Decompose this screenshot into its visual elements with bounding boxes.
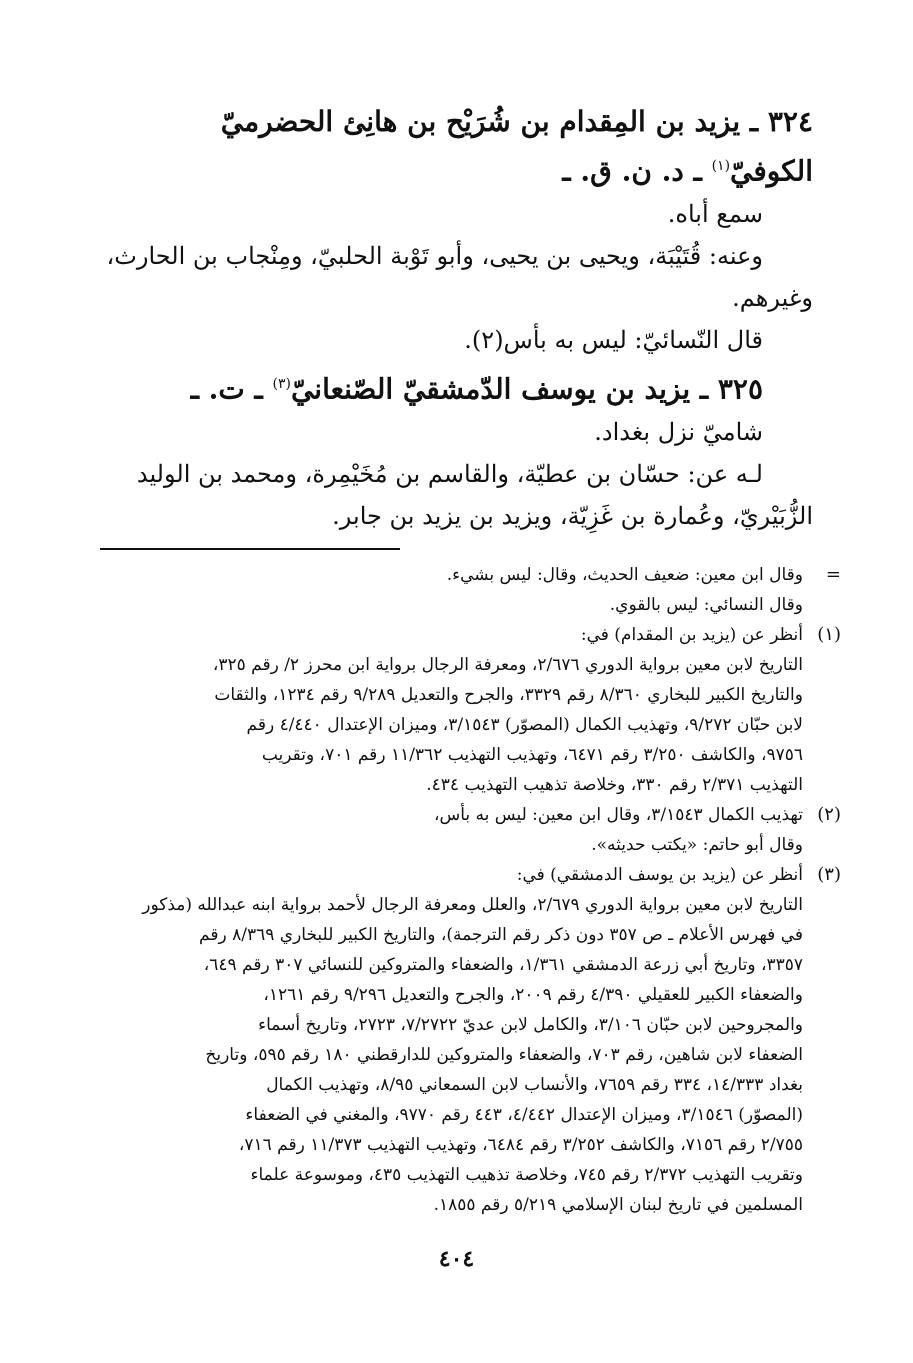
footnote-continuation — [105, 560, 841, 620]
footnote-3 — [105, 860, 841, 1220]
entry-325-line-3: الزُّبَيْريّ، وعُمارة بن غَزِيّة، ويزيد بن يزيد بن جابر. — [332, 502, 813, 531]
footnote-line: التهذيب ٢/٣٧١ رقم ٣٣٠، وخلاصة تذهيب التهذيب ٤٣٤. — [426, 775, 803, 795]
entry-325-title: ٣٢٥ ـ يزيد بن يوسف الدّمشقيّ الصّنعانيّ — [290, 372, 763, 406]
entry-324-line-3: وغيرهم. — [732, 284, 813, 313]
footnote-line: التاريخ لابن معين برواية الدوري ٢/٦٧٦، ومعرفة الرجال برواية ابن محرز ٢/ رقم ٣٢٥، — [212, 655, 803, 675]
footnote-line: والتاريخ الكبير للبخاري ٨/٣٦٠ رقم ٣٣٢٩، والجرح والتعديل ٩/٢٨٩ رقم ١٢٣٤، والثقات — [214, 685, 803, 705]
footnote-line: المسلمين في تاريخ لبنان الإسلامي ٥/٢١٩ رقم ١٨٥٥. — [433, 1195, 803, 1215]
footnote-line: والضعفاء الكبير للعقيلي ٤/٣٩٠ رقم ٢٠٠٩، والجرح والتعديل ٩/٢٩٦ رقم ١٢٦١، — [263, 985, 803, 1005]
footnote-line: وتقريب التهذيب ٢/٣٧٢ رقم ٧٤٥، وخلاصة تذهيب التهذيب ٤٣٥، وموسوعة علماء — [250, 1165, 803, 1185]
footnote-2 — [105, 800, 841, 860]
footnote-line: الضعفاء لابن شاهين، رقم ٧٠٣، والضعفاء والمتروكين للدارقطني ١٨٠ رقم ٥٩٥، وتاريخ — [205, 1045, 803, 1065]
footnote-line: والمجروحين لابن حبّان ٣/١٠٦، والكامل لابن عديّ ٧/٢٧٢٢، ٢٧٢٣، وتاريخ أسماء — [258, 1015, 803, 1035]
entry-324-symbols: ـ د. ن. ق. ـ — [562, 154, 712, 188]
footnote-ref-3: (٣) — [272, 376, 291, 392]
entry-324 — [70, 100, 813, 361]
footnote-continuation-line: وقال النسائي: ليس بالقوي. — [609, 595, 803, 615]
footnote-line: لابن حبّان ٩/٢٧٢، وتهذيب الكمال (المصوّر) ٣/١٥٤٣، وميزان الإعتدال ٤/٤٤٠ رقم — [246, 715, 803, 735]
entry-324-heading: ٣٢٤ ـ يزيد بن المِقدام بن شُرَيْح بن هانِئ الحضرميّ — [220, 105, 813, 138]
entry-325-line-2: لـه عن: حسّان بن عطيّة، والقاسم بن مُخَيْمِرة، ومحمد بن الوليد — [136, 460, 763, 489]
footnote-line: بغداد ١٤/٣٣٣، ٣٣٤ رقم ٧٦٥٩، والأنساب لابن السمعاني ٨/٩٥، وتهذيب الكمال — [266, 1075, 803, 1095]
footnote-line: ٩٧٥٦، والكاشف ٣/٢٥٠ رقم ٦٤٧١، وتهذيب التهذيب ١١/٣٦٢ رقم ٧٠١، وتقريب — [261, 745, 803, 765]
footnote-divider — [100, 548, 400, 550]
footnote-ref-1: (١) — [711, 158, 731, 174]
footnote-line: في فهرس الأعلام ـ ص ٣٥٧ دون ذكر رقم الترجمة)، والتاريخ الكبير للبخاري ٨/٣٦٩ رقم — [199, 925, 803, 945]
continuation-mark: = — [825, 564, 841, 585]
footnote-line: وقال أبو حاتم: «يكتب حديثه». — [591, 835, 803, 855]
footnote-line: أنظر عن (يزيد بن المقدام) في: — [580, 625, 803, 645]
entry-324-line-4: قال النّسائيّ: ليس به بأس(٢). — [464, 326, 763, 355]
entry-325-symbols: ـ ت. ـ — [190, 372, 273, 406]
footnote-mark: (١) — [817, 624, 841, 645]
entry-324-nisba: الكوفيّ — [730, 154, 813, 188]
entry-325-line-1: شاميّ نزل بغداد. — [594, 418, 763, 447]
footnote-continuation-line: وقال ابن معين: ضعيف الحديث، وقال: ليس بشيء. — [446, 565, 803, 585]
entry-325-heading — [70, 362, 813, 411]
footnote-line: ٣٣٥٧، وتاريخ أبي زرعة الدمشقي ١/٣٦١، والضعفاء والمتروكين للنسائي ٣٠٧ رقم ٦٤٩، — [203, 955, 803, 975]
footnote-mark: (٢) — [817, 804, 841, 825]
entry-324-line-1: سمع أباه. — [667, 200, 763, 229]
footnote-line: ٢/٧٥٥ رقم ٧١٥٦، والكاشف ٣/٢٥٢ رقم ٦٤٨٤، وتهذيب التهذيب ١١/٣٧٣ رقم ٧١٦، — [238, 1135, 803, 1155]
entry-324-line-2: وعنه: قُتَيْبَة، ويحيى بن يحيى، وأبو تَوْبة الحلبيّ، ومِنْجاب بن الحارث، — [106, 242, 763, 271]
footnote-line: التاريخ لابن معين برواية الدوري ٢/٦٧٩، والعلل ومعرفة الرجال لأحمد برواية ابنه عبدالله (مذكور — [142, 895, 803, 915]
footnote-mark: (٣) — [817, 864, 841, 885]
entry-325 — [70, 362, 813, 537]
footnote-line: (المصوّر) ٣/١٥٤٦، وميزان الإعتدال ٤/٤٤٢، ٤٤٣ رقم ٩٧٧٠، والمغني في الضعفاء — [245, 1105, 803, 1125]
footnote-line: تهذيب الكمال ٣/١٥٤٣، وقال ابن معين: ليس به بأس، — [433, 805, 803, 825]
footnote-1 — [105, 620, 841, 800]
entry-324-heading-line2 — [70, 144, 813, 193]
footnote-line: أنظر عن (يزيد بن يوسف الدمشقي) في: — [516, 865, 803, 885]
page-number: ٤٠٤ — [438, 1246, 475, 1272]
